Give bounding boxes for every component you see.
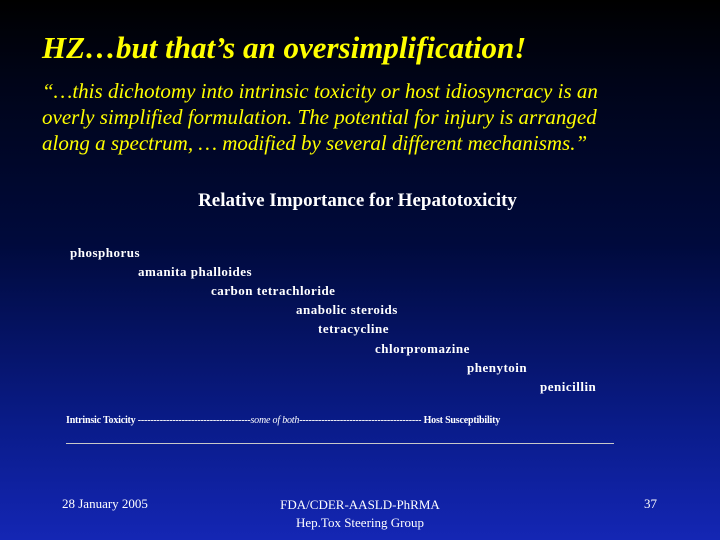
footer-page-number: 37: [644, 496, 657, 511]
agent-anabolic-steroids: anabolic steroids: [296, 302, 398, 317]
agent-phosphorus: phosphorus: [70, 245, 141, 260]
section-subtitle: Relative Importance for Hepatotoxicity: [198, 190, 517, 211]
agent-chlorpromazine: chlorpromazine: [375, 341, 470, 356]
agent-tetracycline: tetracycline: [318, 321, 389, 336]
spectrum-right-dashes: ---------------------------------------: [299, 415, 424, 426]
footer-date: 28 January 2005: [62, 496, 148, 511]
footer-org-line: FDA/CDER-AASLD-PhRMA: [280, 497, 440, 512]
quote-line: “…this dichotomy into intrinsic toxicity or host idiosyncracy is an: [42, 79, 598, 103]
agent-phenytoin: phenytoin: [467, 360, 528, 375]
spectrum-left-dashes: ------------------------------------: [137, 415, 251, 426]
agent-carbon-tetrachloride: carbon tetrachloride: [211, 283, 336, 298]
spectrum-middle-label: some of both: [250, 415, 300, 426]
slide-title: HZ…but that’s an oversimplification!: [42, 30, 527, 65]
spectrum-right-label: Host Susceptibility: [423, 415, 501, 426]
agent-amanita-phalloides: amanita phalloides: [138, 264, 253, 279]
spectrum-left-label: Intrinsic Toxicity: [66, 415, 138, 426]
spectrum-scale: [66, 415, 500, 426]
quote-line: along a spectrum, … modified by several different mechanisms.”: [42, 131, 588, 155]
quote-text: [42, 78, 692, 156]
quote-line: overly simplified formulation. The potential for injury is arranged: [42, 105, 597, 129]
spectrum-underline: [66, 443, 614, 444]
footer-organization: [240, 496, 480, 532]
agent-penicillin: penicillin: [540, 379, 597, 394]
footer-org-line: Hep.Tox Steering Group: [296, 515, 424, 530]
